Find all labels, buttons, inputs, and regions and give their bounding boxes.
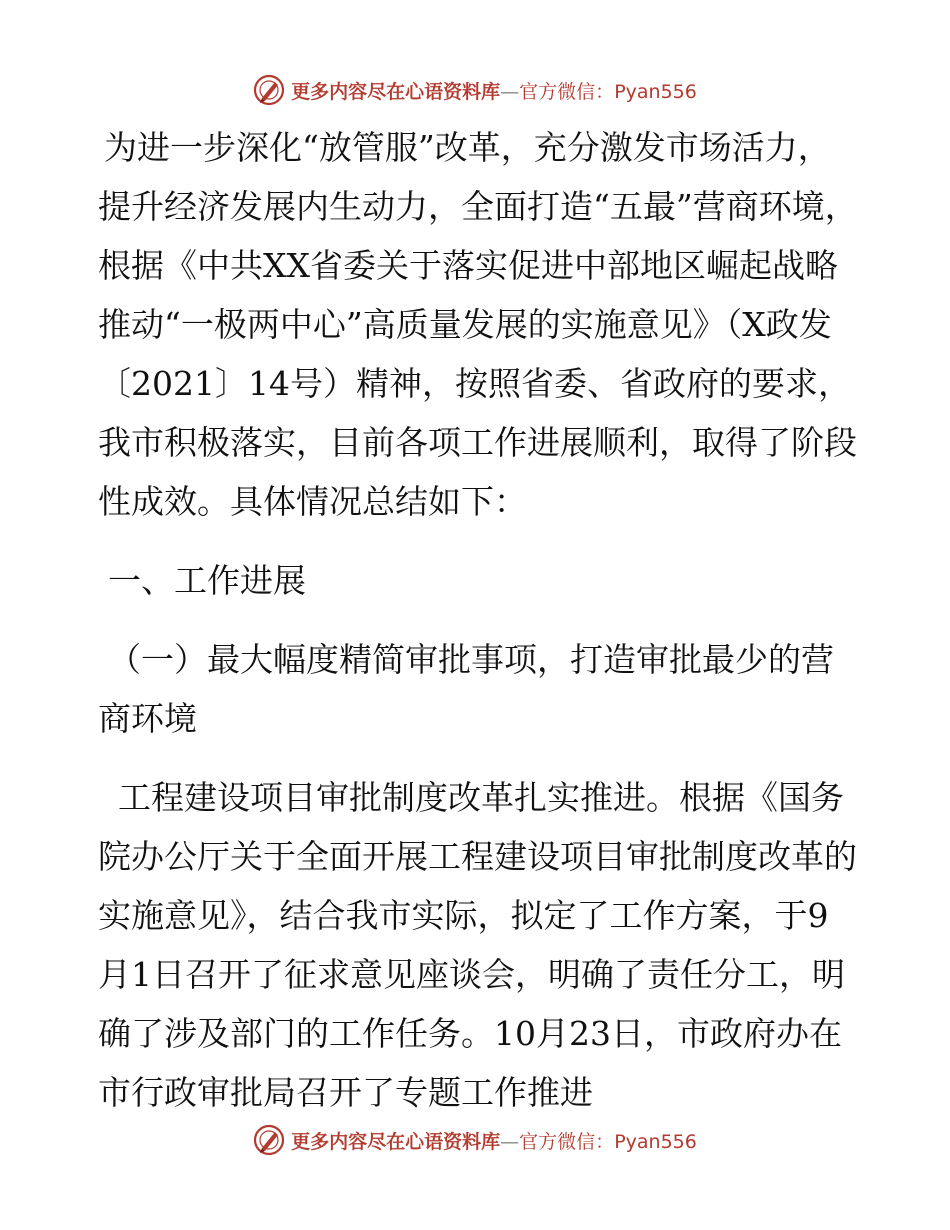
banner-text bbox=[291, 77, 697, 104]
banner-wechat-id: Pyan556 bbox=[614, 1130, 697, 1153]
header-banner bbox=[0, 68, 950, 112]
banner-wechat-id: Pyan556 bbox=[614, 80, 697, 103]
document-body bbox=[98, 118, 858, 1122]
body-paragraph: 工程建设项目审批制度改革扎实推进。根据《国务院办公厅关于全面开展工程建设项目审批制度改革的实施意见》，结合我市实际，拟定了工作方案，于9月1日召开了征求意见座谈会，明确了责任分工，明确了涉及部门的工作任务。10月23日，市政府办在市行政审批局召开了专题工作推进 bbox=[98, 778, 857, 1112]
banner-brand: 更多内容尽在心语资料库 bbox=[291, 1130, 501, 1153]
intro-paragraph: 为进一步深化“放管服”改革，充分激发市场活力，提升经济发展内生动力，全面打造“五最”营商环境，根据《中共XX省委关于落实促进中部地区崛起战略推动“一极两中心”高质量发展的实施意见》（X政发〔2021〕14号）精神，按照省委、省政府的要求，我市积极落实，目前各项工作进展顺利，取得了阶段性成效。具体情况总结如下： bbox=[98, 128, 858, 521]
banner-dash: — bbox=[500, 1130, 520, 1153]
banner-brand: 更多内容尽在心语资料库 bbox=[291, 80, 501, 103]
banner-wechat-label: 官方微信： bbox=[519, 1130, 615, 1153]
banner-wechat-label: 官方微信： bbox=[519, 80, 615, 103]
pen-logo-icon bbox=[253, 1124, 285, 1156]
pen-logo-icon bbox=[253, 74, 285, 106]
banner-text bbox=[291, 1127, 697, 1154]
section-heading: 一、工作进展 bbox=[108, 561, 306, 600]
banner-dash: — bbox=[500, 80, 520, 103]
subsection-heading: （一）最大幅度精简审批事项，打造审批最少的营商环境 bbox=[98, 640, 834, 738]
footer-banner bbox=[0, 1118, 950, 1162]
